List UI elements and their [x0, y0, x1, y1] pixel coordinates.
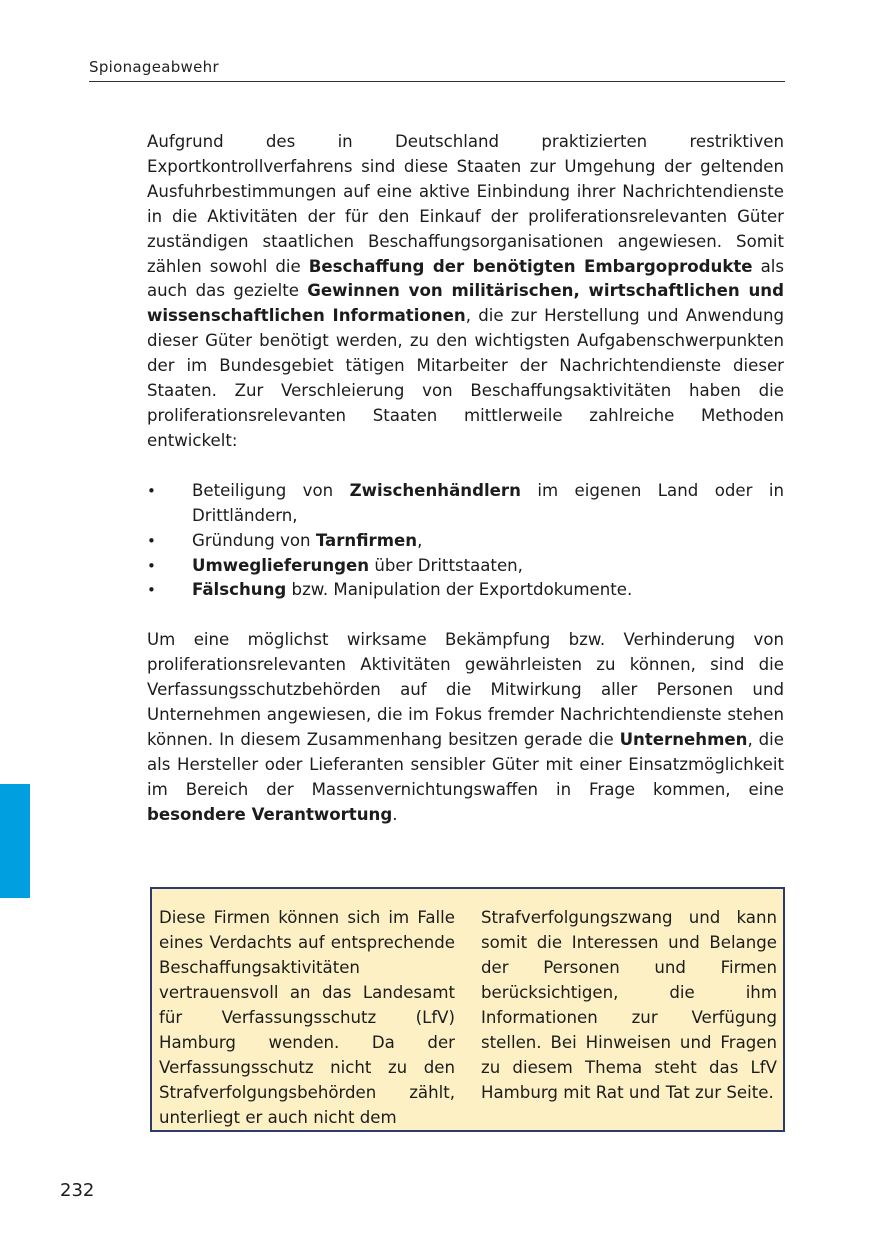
- intro-text-2: als auch das gezielte: [147, 256, 785, 301]
- list-item: [147, 554, 784, 579]
- methods-list: [147, 479, 784, 604]
- bullet-marker: •: [147, 531, 156, 550]
- responsibility-text-1: Um eine möglichst wirksame Bekämpfung bzw. Verhinderung von proliferationsrelevanten Aktivitäten gewährleisten zu können, sind die Verfassungsschutzbehörden auf die Mitwirkung aller Personen und Unternehmen angewiesen, die im Fokus fremder Nachrichtendienste stehen können. In diesem Zusammenhang besitzen gerade die: [147, 630, 784, 749]
- page-number: 232: [60, 1180, 95, 1201]
- bullet-marker: •: [147, 481, 156, 500]
- responsibility-bold-1: Unternehmen: [619, 729, 748, 749]
- intro-paragraph: [147, 130, 784, 454]
- header-rule: [89, 81, 785, 82]
- list-item-bold: Zwischenhändlern: [349, 480, 521, 500]
- spacer: [147, 603, 784, 628]
- chapter-side-tab: [0, 784, 30, 898]
- responsibility-text-3: .: [392, 804, 398, 824]
- list-item-text: Gründung von: [192, 530, 316, 550]
- list-item-bold: Tarnfirmen: [315, 530, 418, 550]
- list-item-text: über Drittstaaten,: [369, 555, 523, 575]
- bullet-marker: •: [147, 581, 156, 600]
- bullet-marker: •: [147, 556, 156, 575]
- info-box: [150, 887, 785, 1132]
- list-item-text: Beteiligung von: [192, 480, 350, 500]
- main-content: [147, 130, 784, 828]
- running-head-title: Spionageabwehr: [89, 58, 219, 76]
- list-item: [147, 578, 784, 603]
- intro-text-3: , die zur Herstellung und Anwendung dieser Güter benötigt werden, zu den wichtigsten Aufgabenschwerpunkten der im Bundesgebiet tätigen Mitarbeiter der Nachrichtendienste dieser Staaten. Zur Verschleierung von Beschaffungsaktivitäten haben die proliferationsrelevanten Staaten mittlerweile zahlreiche Methoden entwickelt:: [147, 306, 784, 450]
- intro-bold-1: Beschaffung der benötigten Embargoprodukte: [308, 256, 753, 276]
- responsibility-bold-2: besondere Verantwortung: [147, 804, 393, 824]
- list-item-bold: Fälschung: [192, 580, 287, 600]
- list-item: [147, 529, 784, 554]
- info-box-right-column: Strafverfolgungszwang und kann somit die Interessen und Belange der Personen und Firmen berücksichtigen, die ihm Informationen zur Verfügung stellen. Bei Hinweisen und Fragen zu diesem Thema steht das LfV Hamburg mit Rat und Tat zur Seite.: [481, 908, 777, 1102]
- spacer: [147, 454, 784, 479]
- intro-bold-2: Gewinnen von militärischen, wirtschaftlichen und wissenschaftlichen Informationen: [147, 281, 784, 326]
- responsibility-text-2: , die als Hersteller oder Lieferanten sensibler Güter mit einer Einsatzmöglichkeit im Bereich der Massenvernichtungswaffen in Frage kommen, eine: [147, 729, 784, 799]
- intro-text-1: Aufgrund des in Deutschland praktizierten restriktiven Exportkontrollverfahrens sind diese Staaten zur Umgehung der geltenden Ausfuhrbestimmungen auf eine aktive Einbindung ihrer Nachrichtendienste in die Aktivitäten der für den Einkauf der proliferationsrelevanten Güter zuständigen staatlichen Beschaffungsorganisationen angewiesen. Somit zählen sowohl die: [147, 132, 784, 276]
- list-item-bold: Umweglieferungen: [192, 555, 370, 575]
- list-item: [147, 479, 784, 529]
- responsibility-paragraph: [147, 628, 784, 827]
- info-box-left-column: Diese Firmen können sich im Falle eines Verdachts auf entsprechende Beschaffungsaktivitäten vertrauensvoll an das Landesamt für Verfassungsschutz (LfV) Hamburg wenden. Da der Verfassungsschutz nicht zu den Strafverfolgungsbehörden zählt, unterliegt er auch nicht dem: [159, 908, 455, 1127]
- list-item-text: ,: [417, 530, 423, 550]
- list-item-text: bzw. Manipulation der Exportdokumente.: [286, 580, 633, 600]
- list-item-text: im eigenen Land oder in Drittländern,: [192, 480, 784, 525]
